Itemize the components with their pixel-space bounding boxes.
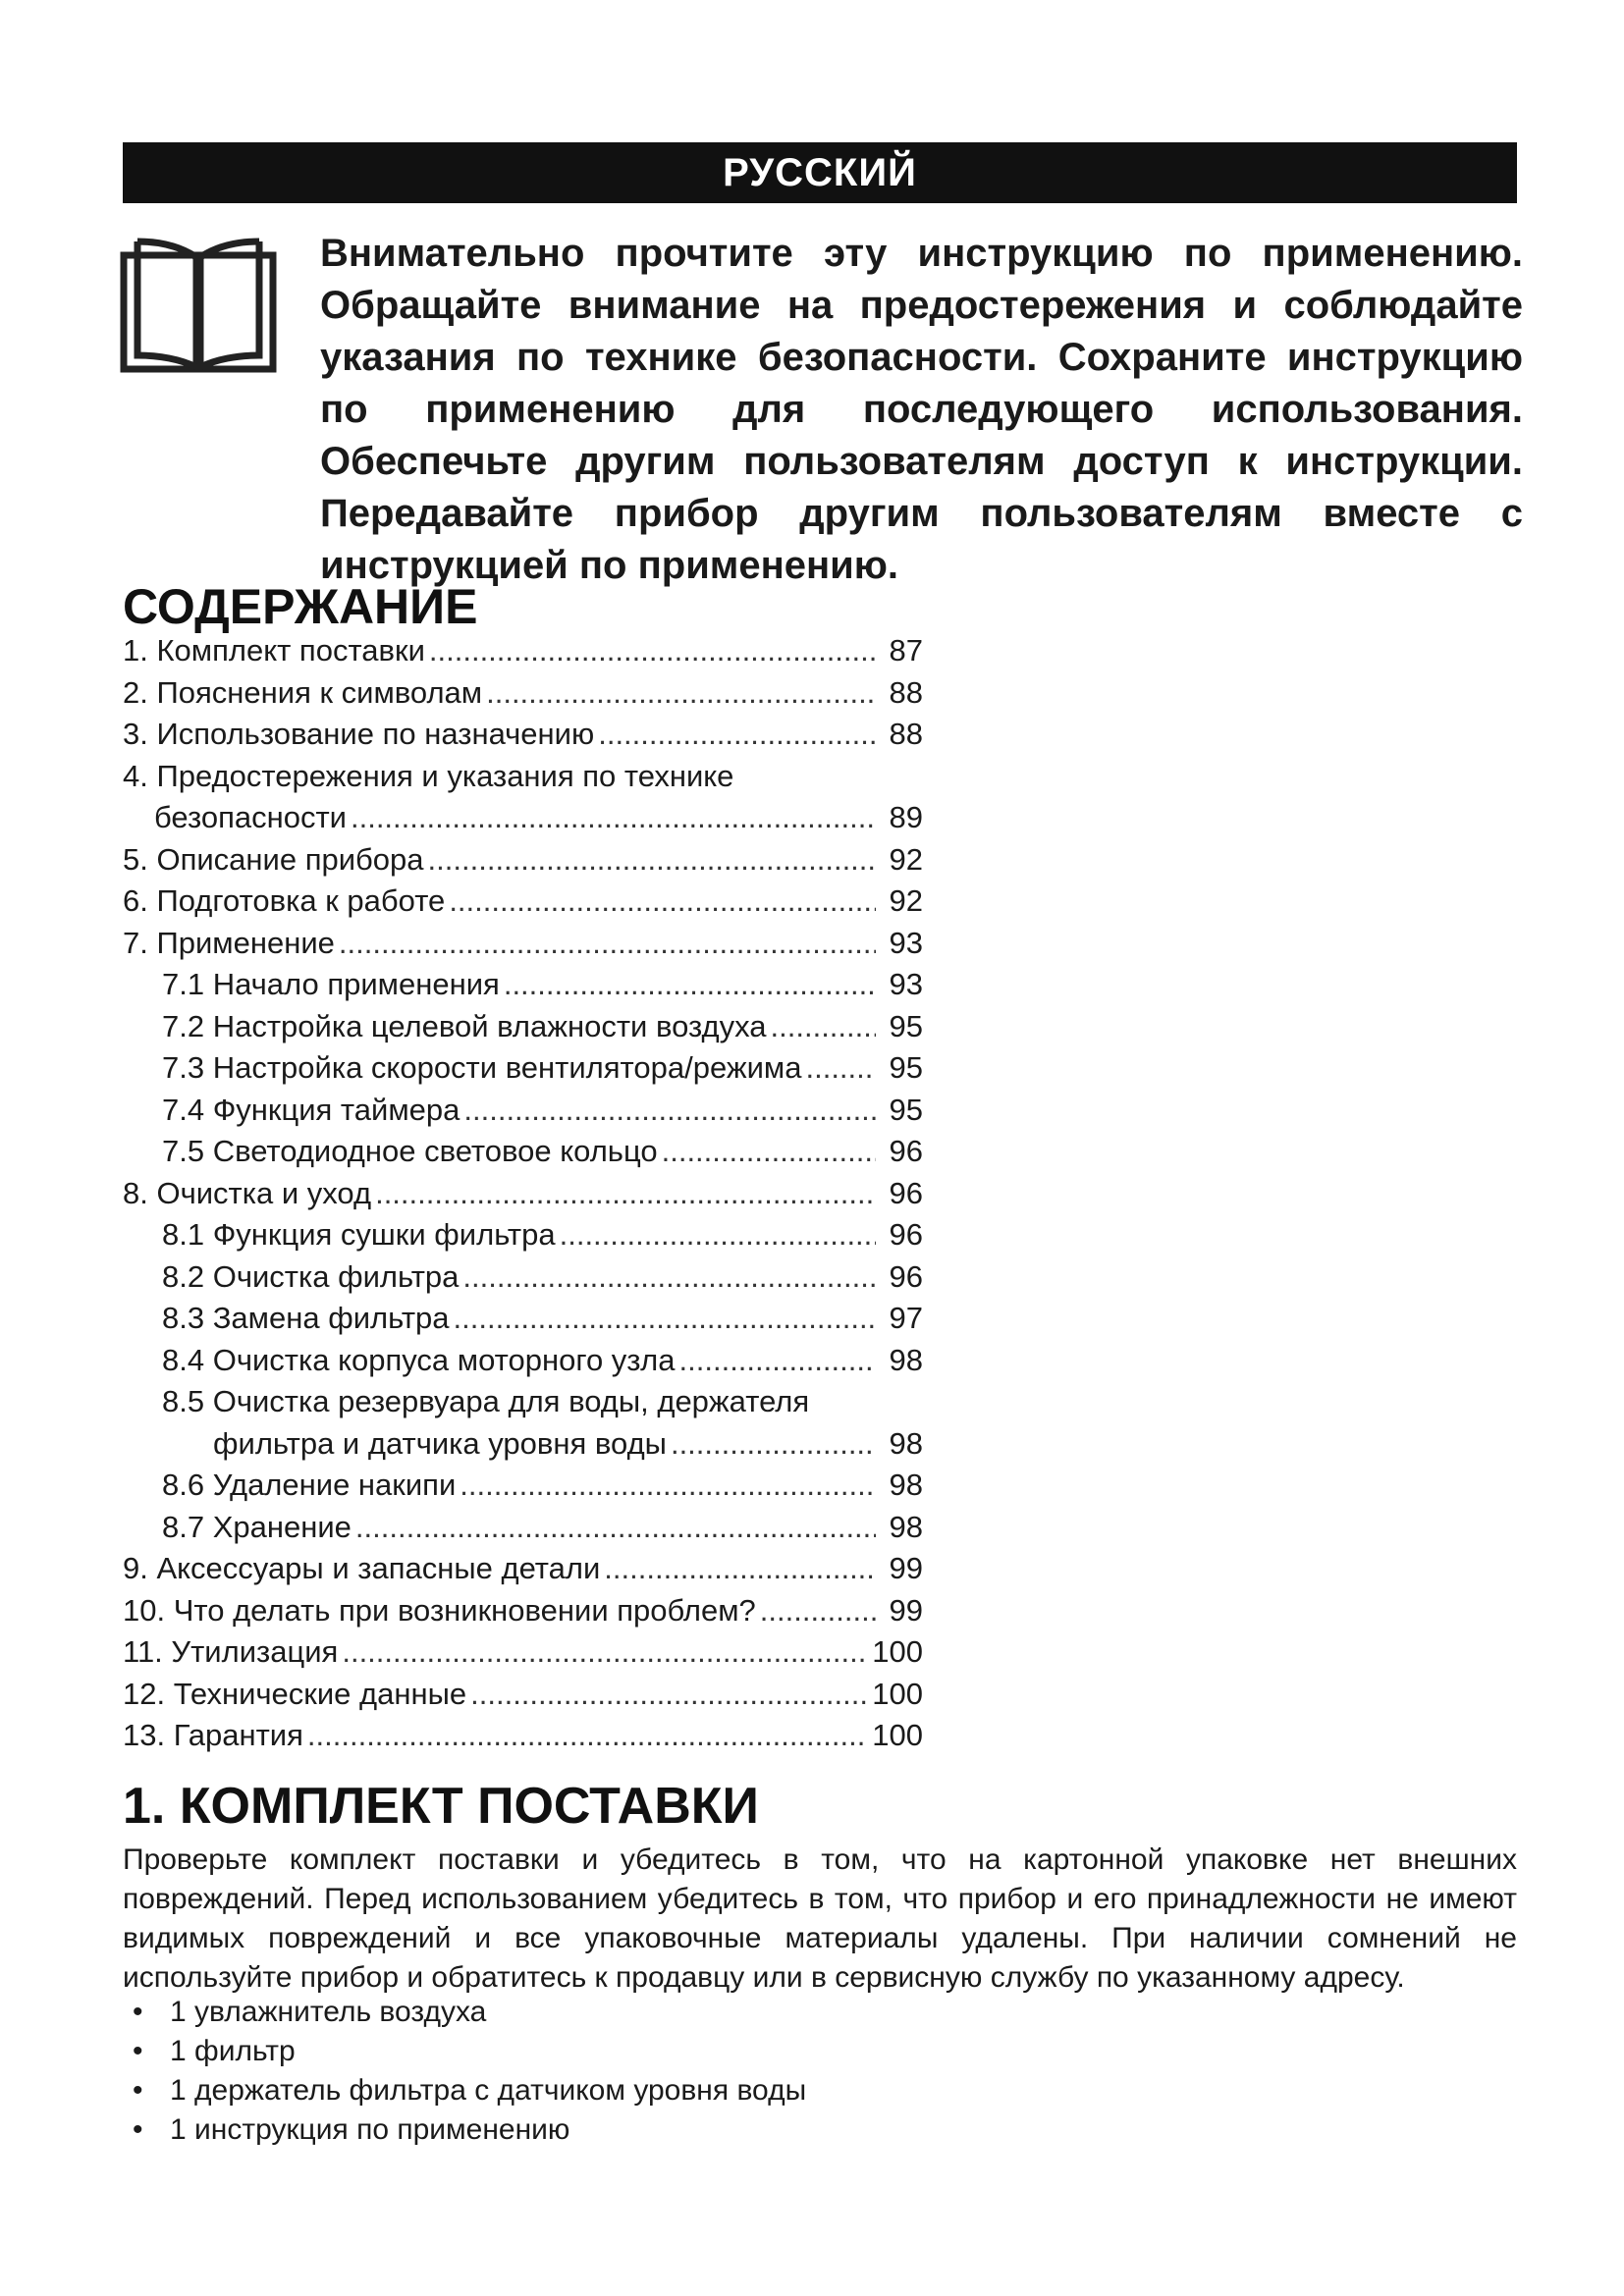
language-header: РУССКИЙ [723,150,917,194]
toc-entry[interactable]: 13. Гарантия ..... 100 [123,1715,923,1757]
list-item: • 1 увлажнитель воздуха [133,1993,806,2032]
toc-entry[interactable]: 1. Комплект поставки ..... 87 [123,630,923,672]
list-item: • 1 держатель фильтра с датчиком уровня воды [133,2071,806,2110]
table-of-contents [123,630,923,1757]
language-header-bar [123,142,1517,203]
toc-entry[interactable]: 9. Аксессуары и запасные детали ..... 99 [123,1548,923,1590]
section-paragraph: Проверьте комплект поставки и убедитесь в том, что на картонной упаковке нет внешних повреждений. Перед использованием убедитесь в том, что прибор и его принадлежности не имеют видимых повреждений и все упаковочные материалы удалены. При наличии сомнений не используйте прибор и обратитесь к продавцу или в сервисную службу по указанному адресу. [123,1843,1517,1994]
bullet-icon: • [133,1996,143,2028]
toc-subentry[interactable]: 8.3 Замена фильтра ..... 97 [123,1298,923,1340]
toc-entry[interactable]: 5. Описание прибора ..... 92 [123,839,923,881]
toc-entry[interactable]: 4. Предостережения и указания по технике [123,758,734,793]
list-item: • 1 инструкция по применению [133,2110,806,2150]
toc-entry[interactable]: 3. Использование по назначению ..... 88 [123,714,923,756]
toc-subentry-continuation[interactable]: фильтра и датчика уровня воды ..... 98 [123,1423,923,1466]
toc-subentry[interactable]: 8.7 Хранение ..... 98 [123,1507,923,1549]
toc-subentry[interactable]: 7.1 Начало применения ..... 93 [123,964,923,1006]
toc-entry[interactable]: 6. Подготовка к работе ..... 92 [123,881,923,923]
toc-subentry[interactable]: 8.5 Очистка резервуара для воды, держателя [162,1384,810,1418]
list-item: • 1 фильтр [133,2032,806,2071]
book-icon [120,236,277,373]
toc-entry[interactable]: 2. Пояснения к символам ..... 88 [123,672,923,715]
toc-subentry[interactable]: 7.2 Настройка целевой влажности воздуха ..... 95 [123,1006,923,1048]
toc-subentry[interactable]: 7.4 Функция таймера ..... 95 [123,1090,923,1132]
safety-warning: Внимательно прочтите эту инструкцию по применению. Обращайте внимание на предостережения и соблюдайте указания по технике безопасности. Сохраните инструкцию по применению для последующего использования. Обеспечьте другим пользователям доступ к инструкции. Передавайте прибор другим пользователям вместе с инструкцией по применению. [320,232,1523,587]
section-heading: 1. КОМПЛЕКТ ПОСТАВКИ [123,1778,759,1835]
toc-title: СОДЕРЖАНИЕ [123,579,478,634]
toc-subentry[interactable]: 8.6 Удаление накипи ..... 98 [123,1465,923,1507]
toc-subentry[interactable]: 8.1 Функция сушки фильтра ..... 96 [123,1214,923,1256]
toc-entry[interactable]: 10. Что делать при возникновении проблем? ..... 99 [123,1590,923,1632]
toc-entry-continuation[interactable]: безопасности ..... 89 [123,797,923,839]
bullet-icon: • [133,2035,143,2067]
toc-entry[interactable]: 12. Технические данные ..... 100 [123,1674,923,1716]
bullet-icon: • [133,2074,143,2107]
toc-entry[interactable]: 11. Утилизация ..... 100 [123,1631,923,1674]
toc-subentry[interactable]: 7.5 Светодиодное световое кольцо ..... 96 [123,1131,923,1173]
toc-entry[interactable]: 8. Очистка и уход ..... 96 [123,1173,923,1215]
toc-subentry[interactable]: 7.3 Настройка скорости вентилятора/режима ..... 95 [123,1047,923,1090]
toc-subentry[interactable]: 8.4 Очистка корпуса моторного узла ..... 98 [123,1340,923,1382]
package-contents-list [133,1993,806,2150]
toc-subentry[interactable]: 8.2 Очистка фильтра ..... 96 [123,1256,923,1299]
bullet-icon: • [133,2113,143,2146]
toc-entry[interactable]: 7. Применение ..... 93 [123,923,923,965]
